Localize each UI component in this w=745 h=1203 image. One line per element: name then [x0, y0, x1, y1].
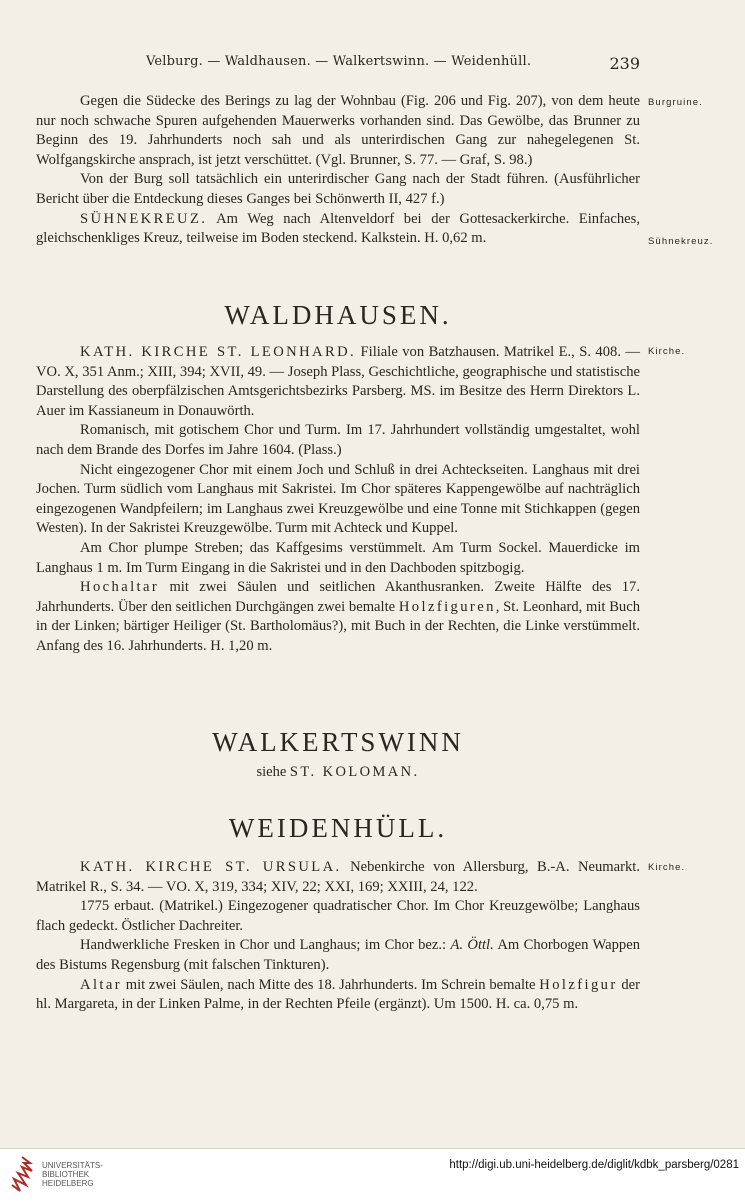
waldhausen-church-text: Filiale von Batzhausen. Matrikel E., S. 408. — VO. X, 351 Anm.; XIII, 394; XVII, 49. — Joseph Plass, Geschichtliche, geographische und statistische Darstellung des oberpfälzischen Amtsgerichtsbezirks Parsberg. MS. im Besitze des Herrn Direktors L. Auer im Kassianeum in Donauwörth.	[36, 344, 640, 419]
velburg-section	[36, 92, 640, 249]
walkertswinn-see-also	[0, 764, 676, 781]
fresken-text: Handwerkliche Fresken in Chor und Langhaus; im Chor bez.:	[80, 937, 451, 954]
waldhausen-paragraph-2: Romanisch, mit gotischem Chor und Turm. Im 17. Jahrhundert vollständig umgestaltet, wohl nach dem Brande des Dorfes im Jahre 1604. (Plass.)	[36, 422, 640, 458]
see-target: ST. KOLOMAN.	[289, 764, 420, 780]
hochaltar-text: mit zwei Säulen und seitlichen Akanthusranken. Zweite Hälfte des 17. Jahrhunderts. Über den seitlichen Durchgängen zwei bemalte	[36, 579, 640, 615]
waldhausen-church-lead: KATH. KIRCHE ST. LEONHARD.	[80, 344, 357, 360]
library-name-line-2: BIBLIOTHEK	[42, 1170, 90, 1179]
heading-weidenhuell: WEIDENHÜLL.	[228, 813, 448, 843]
velburg-paragraph-1: Gegen die Südecke des Berings zu lag der Wohnbau (Fig. 206 und Fig. 207), von dem heute nur noch schwache Spuren aufgehenden Mauerwerks vorhanden sind. Das Gewölbe, das Brunner zu Beginn des 19. Jahrhunderts noch sah und als unterirdischen Gang zur nahegelegenen St. Wolfgangskirche ansprach, ist jetzt verschüttet. (Vgl. Brunner, S. 77. — Graf, S. 98.)	[36, 93, 640, 168]
velburg-paragraph-2: Von der Burg soll tatsächlich ein unterirdischer Gang nach der Stadt führen. (Ausführlicher Bericht über die Entdeckung dieses Ganges bei Schönwerth II, 427 f.)	[36, 171, 640, 207]
waldhausen-paragraph-1	[36, 343, 640, 421]
library-name-line-3: HEIDELBERG	[42, 1179, 94, 1188]
altar-text: mit zwei Säulen, nach Mitte des 18. Jahrhunderts. Im Schrein bemalte	[122, 976, 540, 993]
see-prefix: siehe	[256, 764, 290, 780]
weidenhuell-paragraph-2: 1775 erbaut. (Matrikel.) Eingezogener quadratischer Chor. Im Chor Kreuzgewölbe; Langhaus flach gedeckt. Östlicher Dachreiter.	[36, 898, 640, 934]
margin-note-kirche-waldhausen: Kirche.	[648, 346, 686, 357]
suehnekreuz-text: Am Weg nach Altenveldorf bei der Gottesackerkirche. Einfaches, gleichschenkliges Kreuz, teilweise im Boden steckend. Kalkstein. H. 0,62 m.	[36, 210, 640, 247]
digital-library-url-link[interactable]: http://digi.ub.uni-heidelberg.de/diglit/kdbk_parsberg/0281	[449, 1159, 739, 1171]
waldhausen-paragraph-3: Nicht eingezogener Chor mit einem Joch und Schluß in drei Achteckseiten. Langhaus mit drei Jochen. Turm südlich vom Langhaus mit Sakristei. Im Chor späteres Kappengewölbe auf nachträglich eingezogenen Wandpfeilern; im Langhaus zwei Kreuzgewölbe und eine Tonne mit Stichkappen (gegen Westen). In der Sakristei Kreuzgewölbe. Turm mit Achteck und Kuppel.	[36, 461, 640, 537]
suehnekreuz-lead: SÜHNEKREUZ.	[80, 210, 208, 227]
margin-note-burgruine: Burgruine.	[648, 97, 703, 108]
margin-note-kirche-weidenhuell: Kirche.	[648, 862, 686, 873]
altar-lead: Altar	[80, 976, 122, 993]
waldhausen-paragraph-5	[36, 578, 640, 656]
hochaltar-lead: Hochaltar	[80, 579, 160, 596]
library-name-line-1: UNIVERSITÄTS-	[42, 1161, 103, 1170]
weidenhuell-paragraph-4	[36, 976, 640, 1015]
heading-walkertswinn: WALKERTSWINN	[212, 727, 464, 757]
library-footer	[0, 1148, 745, 1203]
hochaltar-text-end: , St. Leonhard, mit Buch in der Linken; bärtiger Heiliger (St. Bartholomäus?), mit Buch in der Rechten, die Linke verstümmelt. Anfang des 16. Jahrhunderts. H. 1,20 m.	[36, 598, 640, 654]
university-library-logo-icon	[8, 1155, 36, 1193]
running-head	[36, 54, 640, 76]
holzfiguren-term: Holzfiguren	[398, 598, 496, 615]
weidenhuell-church-lead: KATH. KIRCHE ST. URSULA.	[80, 859, 342, 875]
library-name	[42, 1161, 103, 1188]
waldhausen-section	[36, 343, 640, 657]
waldhausen-paragraph-4: Am Chor plumpe Streben; das Kaffgesims verstümmelt. Am Turm Sockel. Mauerdicke im Langhaus 1 m. Im Turm Eingang in die Sakristei und in den Dachboden spitzbogig.	[36, 539, 640, 576]
page-number: 239	[609, 54, 640, 73]
altar-text-end: der hl. Margareta, in der Linken Palme, in der Rechten Pfeile (ergänzt). Um 1500. H. ca. 0,75 m.	[36, 976, 640, 1013]
weidenhuell-paragraph-3	[36, 936, 640, 975]
holzfigur-term: Holzfigur	[539, 976, 618, 993]
weidenhuell-paragraph-1	[36, 858, 640, 897]
running-title: Velburg. — Waldhausen. — Walkertswinn. — Weidenhüll.	[146, 54, 532, 69]
margin-note-suehnekreuz: Sühnekreuz.	[648, 236, 714, 247]
velburg-paragraph-3	[36, 210, 640, 249]
fresken-text-end: Am Chorbogen Wappen des Bistums Regensburg (mit falschen Tinkturen).	[36, 937, 641, 973]
weidenhuell-church-text: Nebenkirche von Allersburg, B.-A. Neumarkt. Matrikel R., S. 34. — VO. X, 319, 334; XIV, 22; XXI, 169; XXIII, 24, 122.	[36, 859, 640, 895]
heading-waldhausen: WALDHAUSEN.	[224, 300, 452, 330]
weidenhuell-section	[36, 858, 640, 1015]
fresken-signature: A. Öttl.	[450, 937, 494, 954]
